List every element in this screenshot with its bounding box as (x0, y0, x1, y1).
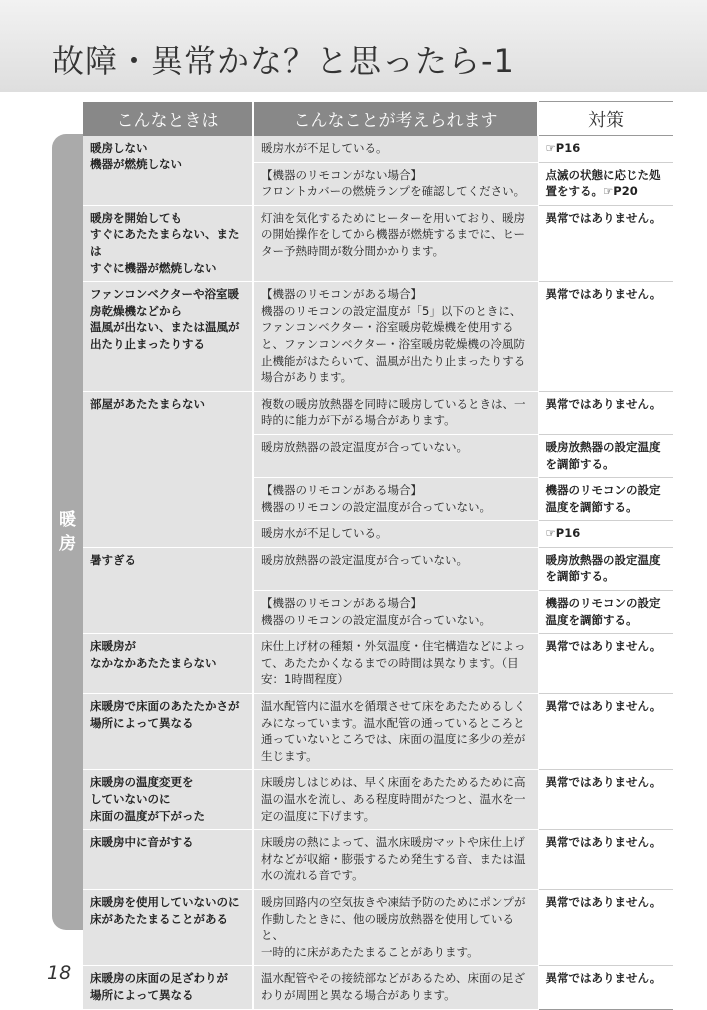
symptom-cell: 暖房を開始しても すぐにあたたまらない、または すぐに機器が燃焼しない (83, 205, 253, 281)
cause-cell: 温水配管内に温水を循環させて床をあたためるしく みになっています。温水配管の通っているところと 通っていないところでは、床面の温度に多少の差が 生じます。 (253, 694, 538, 770)
remedy-cell: 機器のリモコンの設定 温度を調節する。 (538, 591, 673, 634)
table-row (83, 634, 673, 694)
table-body (83, 136, 673, 1010)
symptom-cell: 床暖房の温度変更を していないのに 床面の温度が下がった (83, 770, 253, 830)
remedy-cell: 異常ではありません。 (538, 830, 673, 890)
symptom-cell: 暖房しない 機器が燃焼しない (83, 136, 253, 206)
remedy-cell: ☞P16 (538, 136, 673, 163)
cause-cell: 暖房回路内の空気抜きや凍結予防のためにポンプが 作動したときに、他の暖房放熱器を使用していると、 一時的に床があたたまることがあります。 (253, 889, 538, 965)
cause-cell: 【機器のリモコンがある場合】 機器のリモコンの設定温度が合っていない。 (253, 478, 538, 521)
cause-cell: 暖房放熱器の設定温度が合っていない。 (253, 434, 538, 477)
symptom-cell: 部屋があたたまらない (83, 391, 253, 547)
cause-cell: 【機器のリモコンがある場合】 機器のリモコンの設定温度が合っていない。 (253, 591, 538, 634)
remedy-cell: 暖房放熱器の設定温度 を調節する。 (538, 434, 673, 477)
cause-cell: 床暖房しはじめは、早く床面をあたためるために高 温の温水を流し、ある程度時間がたつと、温水を一 定の温度に下げます。 (253, 770, 538, 830)
header-remedy: 対策 (538, 102, 673, 136)
cause-cell: 【機器のリモコンがある場合】 機器のリモコンの設定温度が「5」以下のときに、 ファンコンベクター・浴室暖房乾燥機を使用する と、ファンコンベクター・浴室暖房乾燥機の冷風防 止機能がはたらいて、温風が出たり止まったりする 場合があります。 (253, 282, 538, 392)
page-number: 18 (47, 962, 72, 984)
table-row (83, 547, 673, 590)
cause-cell: 【機器のリモコンがない場合】 フロントカバーの燃焼ランプを確認してください。 (253, 162, 538, 205)
cause-cell: 暖房水が不足している。 (253, 521, 538, 548)
header-symptom: こんなときは (83, 102, 253, 136)
cause-cell: 暖房放熱器の設定温度が合っていない。 (253, 547, 538, 590)
table-row (83, 966, 673, 1009)
remedy-cell: 点滅の状態に応じた処 置をする。☞P20 (538, 162, 673, 205)
remedy-cell: 異常ではありません。 (538, 391, 673, 434)
header-cause: こんなことが考えられます (253, 102, 538, 136)
symptom-cell: 床暖房を使用していないのに 床があたたまることがある (83, 889, 253, 965)
table-row (83, 830, 673, 890)
table-row (83, 694, 673, 770)
table-row (83, 770, 673, 830)
remedy-cell: 異常ではありません。 (538, 634, 673, 694)
cause-cell: 床仕上げ材の種類・外気温度・住宅構造などによっ て、あたたかくなるまでの時間は異なります。（目 安：1時間程度） (253, 634, 538, 694)
cause-cell: 複数の暖房放熱器を同時に暖房しているときは、一 時的に能力が下がる場合があります。 (253, 391, 538, 434)
symptom-cell: ファンコンベクターや浴室暖 房乾燥機などから 温風が出ない、または温風が 出たり止まったりする (83, 282, 253, 392)
table-row (83, 136, 673, 163)
remedy-cell: 異常ではありません。 (538, 205, 673, 281)
symptom-cell: 床暖房の床面の足ざわりが 場所によって異なる (83, 966, 253, 1009)
remedy-cell: 暖房放熱器の設定温度 を調節する。 (538, 547, 673, 590)
cause-cell: 暖房水が不足している。 (253, 136, 538, 163)
table-row (83, 282, 673, 392)
remedy-cell: 異常ではありません。 (538, 889, 673, 965)
table-header-row (83, 102, 673, 136)
symptom-cell: 床暖房が なかなかあたたまらない (83, 634, 253, 694)
remedy-cell: 異常ではありません。 (538, 282, 673, 392)
remedy-cell: 異常ではありません。 (538, 966, 673, 1009)
table-row (83, 889, 673, 965)
remedy-cell: 異常ではありません。 (538, 770, 673, 830)
remedy-cell: 機器のリモコンの設定 温度を調節する。 (538, 478, 673, 521)
table-row (83, 391, 673, 434)
remedy-cell: 異常ではありません。 (538, 694, 673, 770)
symptom-cell: 床暖房中に音がする (83, 830, 253, 890)
troubleshooting-table (83, 101, 673, 1010)
symptom-cell: 床暖房で床面のあたたかさが 場所によって異なる (83, 694, 253, 770)
cause-cell: 温水配管やその接続部などがあるため、床面の足ざ わりが周囲と異なる場合があります。 (253, 966, 538, 1009)
symptom-cell: 暑すぎる (83, 547, 253, 633)
cause-cell: 灯油を気化するためにヒーターを用いており、暖房 の開始操作をしてから機器が燃焼するまでに、ヒー ター予熱時間が数分間かかります。 (253, 205, 538, 281)
cause-cell: 床暖房の熱によって、温水床暖房マットや床仕上げ 材などが収縮・膨張するため発生する音、または温 水の流れる音です。 (253, 830, 538, 890)
section-label: 暖 房 (59, 510, 76, 554)
table-row (83, 205, 673, 281)
page-title: 故障・異常かな？と思ったら-1 (52, 42, 515, 80)
remedy-cell: ☞P16 (538, 521, 673, 548)
